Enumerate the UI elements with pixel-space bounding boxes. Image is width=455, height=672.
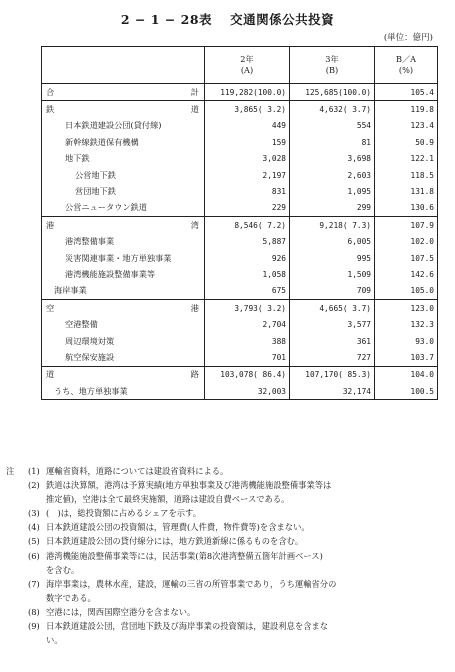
- table-row: [42, 118, 438, 134]
- table-row: [42, 134, 438, 150]
- value-2nen: 3,028: [205, 151, 290, 167]
- row-label: 鉄 道: [42, 101, 205, 118]
- table-number: 2 − 1 − 28表: [120, 12, 213, 27]
- note-line: (6) 港湾機能施設整備事業等には，民活事業(第8次港湾整備五箇年計画ベース): [28, 550, 323, 561]
- table-row: [42, 167, 438, 183]
- header-col-ratio: B／A (%): [375, 47, 438, 84]
- row-label: 地下鉄: [42, 151, 205, 167]
- table-row: [42, 84, 438, 101]
- value-3nen: 727: [290, 349, 375, 366]
- value-3nen: 361: [290, 333, 375, 349]
- value-2nen: 388: [205, 333, 290, 349]
- ratio-value: 130.6: [375, 200, 438, 217]
- table-row: [42, 283, 438, 300]
- value-3nen: 995: [290, 250, 375, 266]
- value-3nen: 4,665( 3.7): [290, 300, 375, 317]
- note-line: を含む。: [46, 564, 80, 575]
- header-col-b: 3年 (B): [290, 47, 375, 84]
- value-2nen: 229: [205, 200, 290, 217]
- value-2nen: 8,546( 7.2): [205, 217, 290, 234]
- ratio-value: 123.0: [375, 300, 438, 317]
- ratio-value: 102.0: [375, 234, 438, 250]
- note-line: 注 (1) 運輸省資料，道路については建設省資料による。: [6, 466, 229, 476]
- value-3nen: 554: [290, 118, 375, 134]
- row-label: 営団地下鉄: [42, 183, 205, 199]
- row-label: 合 計: [42, 84, 205, 101]
- header-row: [42, 47, 438, 84]
- note-line: (4) 日本鉄道建設公団の投資額は，管理費(人件費，物件費等)を含まない。: [28, 522, 310, 533]
- value-3nen: 125,685(100.0): [290, 84, 375, 101]
- value-3nen: 32,174: [290, 383, 375, 400]
- value-3nen: 107,170( 85.3): [290, 366, 375, 383]
- value-3nen: 3,698: [290, 151, 375, 167]
- ratio-value: 104.0: [375, 366, 438, 383]
- note-line: (9) 日本鉄道建設公団，営団地下鉄及び海岸事業の投資額は，建設利息を含まな: [28, 621, 329, 632]
- ratio-value: 105.4: [375, 84, 438, 101]
- row-label: 災害関連事業・地方単独事業: [42, 250, 205, 266]
- value-3nen: 2,603: [290, 167, 375, 183]
- ratio-value: 107.9: [375, 217, 438, 234]
- header-col-a: 2年 (A): [205, 47, 290, 84]
- value-3nen: 3,577: [290, 316, 375, 332]
- note-line: (5) 日本鉄道建設公団の貸付線分には，地方鉄道新線に係るものを含む。: [28, 536, 304, 547]
- value-3nen: 709: [290, 283, 375, 300]
- table-row: [42, 101, 438, 118]
- row-label: 空 港: [42, 300, 205, 317]
- note-line: (8) 空港には，関西国際空港分を含まない。: [28, 606, 196, 617]
- note-line: (3) ( )は，総投資額に占めるシェアを示す。: [28, 508, 201, 519]
- value-3nen: 1,509: [290, 266, 375, 282]
- row-label: 港湾整備事業: [42, 234, 205, 250]
- table-row: [42, 183, 438, 199]
- table-title-text: 交通関係公共投資: [230, 12, 335, 27]
- row-label: 空港整備: [42, 316, 205, 332]
- table-row: [42, 300, 438, 317]
- value-3nen: 6,005: [290, 234, 375, 250]
- header-blank: [42, 47, 205, 84]
- ratio-value: 142.6: [375, 266, 438, 282]
- ratio-value: 105.0: [375, 283, 438, 300]
- ratio-value: 50.9: [375, 134, 438, 150]
- note-line: (2) 鉄道は決算額，港湾は予算実績(地方単独事業及び港湾機能施設整備事業等は: [28, 480, 332, 491]
- notes-section: [6, 464, 446, 647]
- ratio-value: 107.5: [375, 250, 438, 266]
- ratio-value: 122.1: [375, 151, 438, 167]
- ratio-value: 103.7: [375, 349, 438, 366]
- table-row: [42, 250, 438, 266]
- value-2nen: 449: [205, 118, 290, 134]
- value-2nen: 119,282(100.0): [205, 84, 290, 101]
- row-label: 公営ニュータウン鉄道: [42, 200, 205, 217]
- value-2nen: 3,793( 3.2): [205, 300, 290, 317]
- table-row: [42, 266, 438, 282]
- table-row: [42, 383, 438, 400]
- table-row: [42, 217, 438, 234]
- table-row: [42, 234, 438, 250]
- investment-table: [41, 46, 438, 400]
- note-line: 推定値)，空港は全て最終実施額，道路は建設自費ベースである。: [46, 494, 290, 505]
- value-2nen: 831: [205, 183, 290, 199]
- row-label: 日本鉄道建設公団(貸付線): [42, 118, 205, 134]
- row-label: 周辺環境対策: [42, 333, 205, 349]
- ratio-value: 100.5: [375, 383, 438, 400]
- ratio-value: 93.0: [375, 333, 438, 349]
- value-2nen: 5,887: [205, 234, 290, 250]
- value-3nen: 1,095: [290, 183, 375, 199]
- value-2nen: 103,078( 86.4): [205, 366, 290, 383]
- note-line: 数字である。: [46, 592, 96, 603]
- value-3nen: 9,218( 7.3): [290, 217, 375, 234]
- row-label: 港 湾: [42, 217, 205, 234]
- unit-note: (単位：億円): [383, 33, 433, 43]
- value-2nen: 701: [205, 349, 290, 366]
- row-label: 新幹線鉄道保有機構: [42, 134, 205, 150]
- row-label: 道 路: [42, 366, 205, 383]
- table-row: [42, 200, 438, 217]
- table-row: [42, 151, 438, 167]
- ratio-value: 123.4: [375, 118, 438, 134]
- value-2nen: 2,197: [205, 167, 290, 183]
- row-label: 海岸事業: [42, 283, 205, 300]
- ratio-value: 132.3: [375, 316, 438, 332]
- value-3nen: 4,632( 3.7): [290, 101, 375, 118]
- note-line: (7) 海岸事業は，農林水産，建設，運輸の三省の所管事業であり，うち運輸省分の: [28, 578, 337, 589]
- table-row: [42, 349, 438, 366]
- value-2nen: 3,865( 3.2): [205, 101, 290, 118]
- note-line: い。: [46, 635, 63, 646]
- row-label: 公営地下鉄: [42, 167, 205, 183]
- table-row: [42, 366, 438, 383]
- ratio-value: 118.5: [375, 167, 438, 183]
- table-title: [0, 10, 455, 28]
- ratio-value: 119.8: [375, 101, 438, 118]
- value-2nen: 675: [205, 283, 290, 300]
- table-row: [42, 316, 438, 332]
- table-body: [42, 47, 438, 400]
- value-3nen: 81: [290, 134, 375, 150]
- value-2nen: 32,003: [205, 383, 290, 400]
- row-label: 航空保安施設: [42, 349, 205, 366]
- table-row: [42, 333, 438, 349]
- row-label: 港湾機能施設整備事業等: [42, 266, 205, 282]
- value-2nen: 2,704: [205, 316, 290, 332]
- row-label: うち、地方単独事業: [42, 383, 205, 400]
- value-2nen: 1,058: [205, 266, 290, 282]
- value-2nen: 926: [205, 250, 290, 266]
- value-2nen: 159: [205, 134, 290, 150]
- ratio-value: 131.8: [375, 183, 438, 199]
- value-3nen: 299: [290, 200, 375, 217]
